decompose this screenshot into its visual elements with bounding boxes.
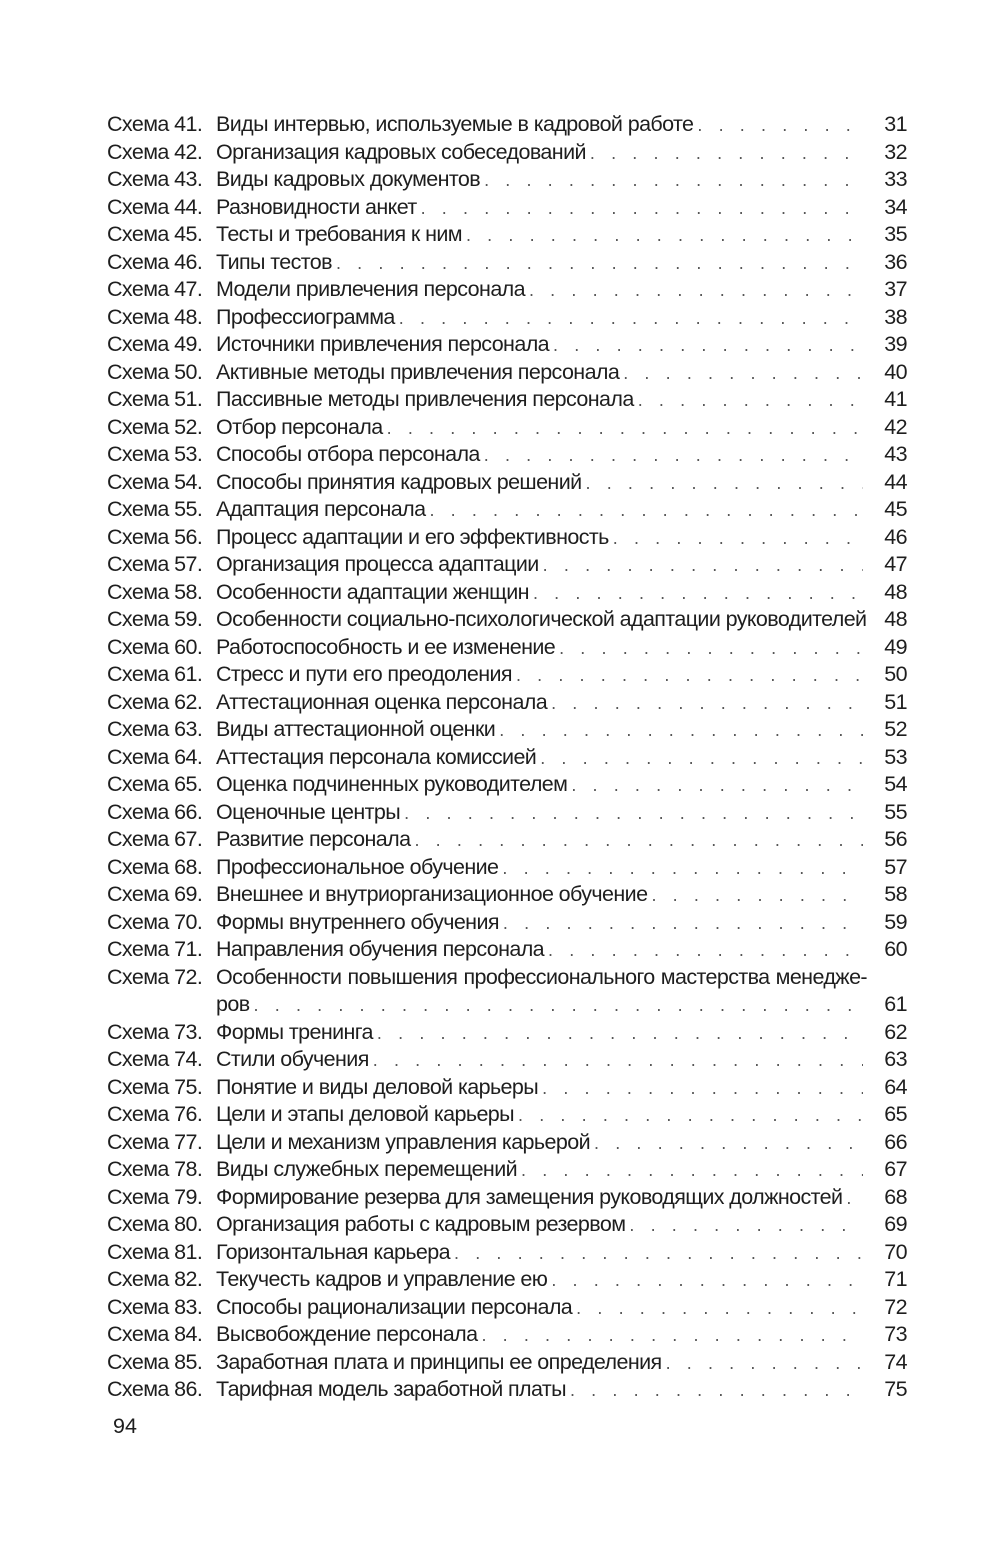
toc-entry-title: Формы тренинга [216, 1019, 377, 1047]
toc-entry-label: Схема 80. [107, 1212, 203, 1236]
toc-entry [107, 359, 907, 387]
dot-leader [540, 745, 863, 773]
toc-entry [107, 1239, 907, 1267]
dot-leader [518, 1102, 863, 1130]
toc-entry-title-continuation: ров [216, 991, 254, 1019]
toc-entry-page: 75 [884, 1377, 907, 1401]
toc-entry-page: 62 [884, 1019, 907, 1044]
toc-entry-page: 61 [884, 992, 907, 1016]
toc-entry [107, 1376, 907, 1404]
toc-entry-label: Схема 50. [107, 359, 203, 384]
toc-entry-title: Особенности адаптации женщин [216, 579, 533, 607]
toc-entry-title: Организация кадровых собеседований [216, 139, 590, 167]
toc-entry [107, 799, 907, 827]
toc-entry-label: Схема 81. [107, 1239, 203, 1264]
toc-entry-title: Виды кадровых документов [216, 166, 484, 194]
toc-entry-label: Схема 63. [107, 717, 203, 741]
toc-entry-label: Схема 67. [107, 827, 203, 851]
toc-entry-page: 67 [884, 1157, 907, 1181]
toc-entry-page: 58 [884, 882, 907, 906]
dot-leader [594, 1130, 863, 1158]
toc-entry-page: 70 [884, 1239, 907, 1264]
toc-entry-title: Стили обучения [216, 1046, 373, 1074]
toc-entry [107, 881, 907, 909]
toc-entry-label: Схема 53. [107, 442, 203, 466]
toc-entry [107, 414, 907, 442]
dot-leader [336, 250, 863, 278]
toc-entry-title: Отбор персонала [216, 414, 387, 442]
toc-entry-label: Схема 74. [107, 1047, 203, 1071]
toc-entry-label: Схема 75. [107, 1074, 203, 1099]
dot-leader [454, 1240, 863, 1268]
toc-entry [107, 1101, 907, 1129]
toc-entry-page: 31 [884, 112, 907, 136]
toc-entry [107, 386, 907, 414]
toc-entry-page: 38 [884, 304, 907, 329]
toc-entry [107, 441, 907, 469]
toc-entry-label: Схема 48. [107, 304, 203, 329]
toc-entry [107, 1074, 907, 1102]
toc-entry-page: 55 [884, 799, 907, 824]
dot-leader [529, 277, 863, 305]
dot-leader [590, 140, 863, 168]
dot-leader [484, 442, 863, 470]
toc-entry-title: Тесты и требования к ним [216, 221, 466, 249]
toc-entry-label: Схема 69. [107, 882, 203, 906]
toc-entry-label: Схема 44. [107, 194, 203, 219]
dot-leader [576, 1295, 863, 1323]
toc-entry-label: Схема 77. [107, 1129, 203, 1154]
dot-leader [548, 937, 863, 965]
toc-entry-label: Схема 71. [107, 937, 203, 961]
toc-entry-title: Профессиональное обучение [216, 854, 502, 882]
dot-leader [533, 580, 863, 608]
toc-entry-title: Заработная плата и принципы ее определения [216, 1349, 666, 1377]
toc-entry-title: Текучесть кадров и управление ею [216, 1266, 551, 1294]
toc-entry-page: 46 [884, 524, 907, 549]
toc-entry-page: 57 [884, 854, 907, 879]
toc-entry-label: Схема 79. [107, 1184, 203, 1209]
toc-entry [107, 606, 907, 634]
toc-entry [107, 496, 907, 524]
dot-leader [499, 717, 863, 745]
toc-entry-label: Схема 57. [107, 552, 203, 576]
toc-entry-label: Схема 76. [107, 1102, 203, 1126]
toc-entry-page: 73 [884, 1322, 907, 1346]
toc-entry-title: Высвобождение персонала [216, 1321, 481, 1349]
dot-leader [586, 470, 863, 498]
toc-entry-page: 60 [884, 937, 907, 961]
toc-entry-title: Источники привлечения персонала [216, 331, 553, 359]
dot-leader [651, 882, 863, 910]
toc-entry-page: 71 [884, 1267, 907, 1291]
toc-entry-label: Схема 84. [107, 1322, 203, 1346]
toc-entry-label: Схема 42. [107, 139, 203, 164]
toc-entry-title: Формирование резерва для замещения руководящих должностей [216, 1184, 846, 1212]
toc-entry-page: 68 [884, 1184, 907, 1209]
toc-entry-page: 51 [884, 689, 907, 714]
toc-entry-page: 34 [884, 194, 907, 219]
toc-entry [107, 524, 907, 552]
toc-entry [107, 1129, 907, 1157]
dot-leader [414, 827, 863, 855]
toc-entry-label: Схема 46. [107, 249, 203, 274]
toc-entry [107, 1211, 907, 1239]
toc-entry [107, 1266, 907, 1294]
toc-entry-label: Схема 41. [107, 112, 203, 136]
toc-entry-page: 33 [884, 167, 907, 191]
toc-entry-title: Внешнее и внутриорганизационное обучение [216, 881, 651, 909]
toc-entry [107, 139, 907, 167]
toc-entry-title: Формы внутреннего обучения [216, 909, 503, 937]
toc-entry-page: 43 [884, 442, 907, 466]
toc-entry-page: 72 [884, 1294, 907, 1319]
toc-entry-label: Схема 59. [107, 607, 203, 631]
toc-entry-title: Способы рационализации персонала [216, 1294, 576, 1322]
toc-entry-title: Способы отбора персонала [216, 441, 484, 469]
toc-entry-page: 41 [884, 387, 907, 411]
toc-entry-title: Организация процесса адаптации [216, 551, 543, 579]
toc-entry [107, 1294, 907, 1322]
toc-entry [107, 771, 907, 799]
toc-entry-title: Работоспособность и ее изменение [216, 634, 559, 662]
toc-entry-label: Схема 43. [107, 167, 203, 191]
toc-entry-page: 32 [884, 139, 907, 164]
dot-leader [542, 1075, 863, 1103]
dot-leader [571, 772, 863, 800]
toc-entry-title: Понятие и виды деловой карьеры [216, 1074, 542, 1102]
toc-entry-page: 40 [884, 359, 907, 384]
toc-entry-title: Разновидности анкет [216, 194, 421, 222]
toc-entry-page: 69 [884, 1212, 907, 1236]
toc-entry-page: 63 [884, 1047, 907, 1071]
toc-entry-label: Схема 56. [107, 524, 203, 549]
dot-leader [551, 1267, 863, 1295]
dot-leader [629, 1212, 863, 1240]
toc-entry-title: Развитие персонала [216, 826, 414, 854]
toc-entry [107, 1184, 907, 1212]
toc-entry-page: 53 [884, 744, 907, 769]
dot-leader [570, 1377, 863, 1405]
toc-entry-label: Схема 61. [107, 662, 203, 686]
toc-entry-page: 44 [884, 469, 907, 494]
toc-entry-title: Процесс адаптации и его эффективность [216, 524, 613, 552]
toc-entry [107, 551, 907, 579]
toc-entry-label: Схема 52. [107, 414, 203, 439]
toc-entry [107, 276, 907, 304]
dot-leader [553, 332, 863, 360]
dot-leader [481, 1322, 863, 1350]
toc-entry [107, 716, 907, 744]
toc-entry [107, 964, 907, 1019]
dot-leader [638, 387, 863, 415]
toc-entry [107, 221, 907, 249]
toc-entry [107, 1156, 907, 1184]
dot-leader [387, 415, 863, 443]
toc-entry [107, 854, 907, 882]
toc-entry-label: Схема 78. [107, 1157, 203, 1181]
toc-entry-page: 52 [884, 717, 907, 741]
toc-entry-page: 36 [884, 249, 907, 274]
toc-entry-label: Схема 86. [107, 1377, 203, 1401]
dot-leader [613, 525, 863, 553]
toc-entry-label: Схема 62. [107, 689, 203, 714]
toc-entry [107, 469, 907, 497]
toc-entry-label: Схема 47. [107, 277, 203, 301]
toc-entry-page: 65 [884, 1102, 907, 1126]
toc-entry-page: 47 [884, 552, 907, 576]
toc-entry-page: 50 [884, 662, 907, 686]
toc-entry-title: Профессиограмма [216, 304, 399, 332]
toc-entry-page: 45 [884, 497, 907, 521]
toc-entry-title: Адаптация персонала [216, 496, 429, 524]
toc-entry-label: Схема 66. [107, 799, 203, 824]
toc-entry-title: Особенности повышения профессионального мастерства менедже- [216, 964, 867, 989]
toc-entry-label: Схема 45. [107, 222, 203, 246]
dot-leader [521, 1157, 863, 1185]
dot-leader [254, 992, 863, 1020]
toc-entry-label: Схема 83. [107, 1294, 203, 1319]
toc-entry [107, 909, 907, 937]
toc-entry-title: Виды интервью, используемые в кадровой работе [216, 111, 697, 139]
toc-entry-label: Схема 64. [107, 744, 203, 769]
dot-leader [373, 1047, 863, 1075]
toc-entry-title: Организация работы с кадровым резервом [216, 1211, 629, 1239]
dot-leader [846, 1185, 863, 1213]
dot-leader [377, 1020, 863, 1048]
toc-entry [107, 166, 907, 194]
toc-entry-label: Схема 82. [107, 1267, 203, 1291]
dot-leader [421, 195, 863, 223]
dot-leader [399, 305, 863, 333]
toc-entry [107, 1046, 907, 1074]
toc-entry-title: Виды служебных перемещений [216, 1156, 521, 1184]
toc-entry [107, 1019, 907, 1047]
toc-entry-page: 64 [884, 1074, 907, 1099]
dot-leader [666, 1350, 863, 1378]
toc-entry-title: Пассивные методы привлечения персонала [216, 386, 638, 414]
toc-entry-title: Стресс и пути его преодоления [216, 661, 516, 689]
toc-entry [107, 1349, 907, 1377]
dot-leader [404, 800, 863, 828]
toc-entry-title: Цели и механизм управления карьерой [216, 1129, 594, 1157]
toc-entry-page: 56 [884, 827, 907, 851]
toc-entry-title: Оценка подчиненных руководителем [216, 771, 571, 799]
toc-entry [107, 579, 907, 607]
toc-entry [107, 331, 907, 359]
dot-leader [484, 167, 863, 195]
toc-entry-page: 42 [884, 414, 907, 439]
toc-entry-title: Аттестационная оценка персонала [216, 689, 551, 717]
toc-entry-title: Типы тестов [216, 249, 336, 277]
toc-entry-title: Особенности социально-психологической адаптации руководителей [216, 606, 870, 634]
dot-leader [516, 662, 863, 690]
toc-entry-page: 37 [884, 277, 907, 301]
dot-leader [559, 635, 863, 663]
toc-entry-label: Схема 51. [107, 387, 203, 411]
toc-entry-title: Горизонтальная карьера [216, 1239, 454, 1267]
toc-entry-title: Способы принятия кадровых решений [216, 469, 586, 497]
toc-entry-title: Тарифная модель заработной платы [216, 1376, 570, 1404]
dot-leader [429, 497, 863, 525]
toc-entry-page: 59 [884, 909, 907, 934]
toc-entry [107, 111, 907, 139]
toc-entry [107, 689, 907, 717]
table-of-contents [107, 111, 907, 1404]
toc-entry-page: 66 [884, 1129, 907, 1154]
toc-entry-title: Активные методы привлечения персонала [216, 359, 623, 387]
toc-entry-label: Схема 73. [107, 1019, 203, 1044]
dot-leader [503, 910, 863, 938]
toc-entry [107, 1321, 907, 1349]
toc-entry-page: 39 [884, 332, 907, 356]
toc-entry-label: Схема 54. [107, 469, 203, 494]
toc-entry-label: Схема 65. [107, 772, 203, 796]
toc-entry-title: Аттестация персонала комиссией [216, 744, 540, 772]
toc-entry-page: 48 [884, 579, 907, 604]
dot-leader [551, 690, 863, 718]
toc-entry [107, 661, 907, 689]
toc-entry-title: Модели привлечения персонала [216, 276, 529, 304]
toc-entry [107, 744, 907, 772]
dot-leader [466, 222, 863, 250]
page-number: 94 [113, 1414, 137, 1438]
toc-entry-label: Схема 49. [107, 332, 203, 356]
toc-entry-title: Цели и этапы деловой карьеры [216, 1101, 518, 1129]
dot-leader [502, 855, 863, 883]
toc-entry-label: Схема 58. [107, 579, 203, 604]
toc-entry [107, 304, 907, 332]
toc-entry-label: Схема 55. [107, 497, 203, 521]
toc-entry [107, 634, 907, 662]
toc-entry-label: Схема 60. [107, 634, 203, 659]
toc-entry-page: 54 [884, 772, 907, 796]
toc-entry-page: 35 [884, 222, 907, 246]
dot-leader [623, 360, 863, 388]
toc-entry [107, 826, 907, 854]
toc-entry-label: Схема 85. [107, 1349, 203, 1374]
toc-entry [107, 936, 907, 964]
toc-entry-title: Оценочные центры [216, 799, 404, 827]
toc-entry-page: 49 [884, 634, 907, 659]
toc-entry-label: Схема 68. [107, 854, 203, 879]
toc-entry [107, 194, 907, 222]
dot-leader [697, 112, 863, 140]
toc-entry-title: Виды аттестационной оценки [216, 716, 499, 744]
toc-entry [107, 249, 907, 277]
toc-entry-page: 74 [884, 1349, 907, 1374]
toc-entry-label: Схема 72. [107, 964, 203, 989]
toc-entry-title: Направления обучения персонала [216, 936, 548, 964]
toc-entry-label: Схема 70. [107, 909, 203, 934]
toc-entry-page: 48 [884, 607, 907, 631]
dot-leader [543, 552, 863, 580]
